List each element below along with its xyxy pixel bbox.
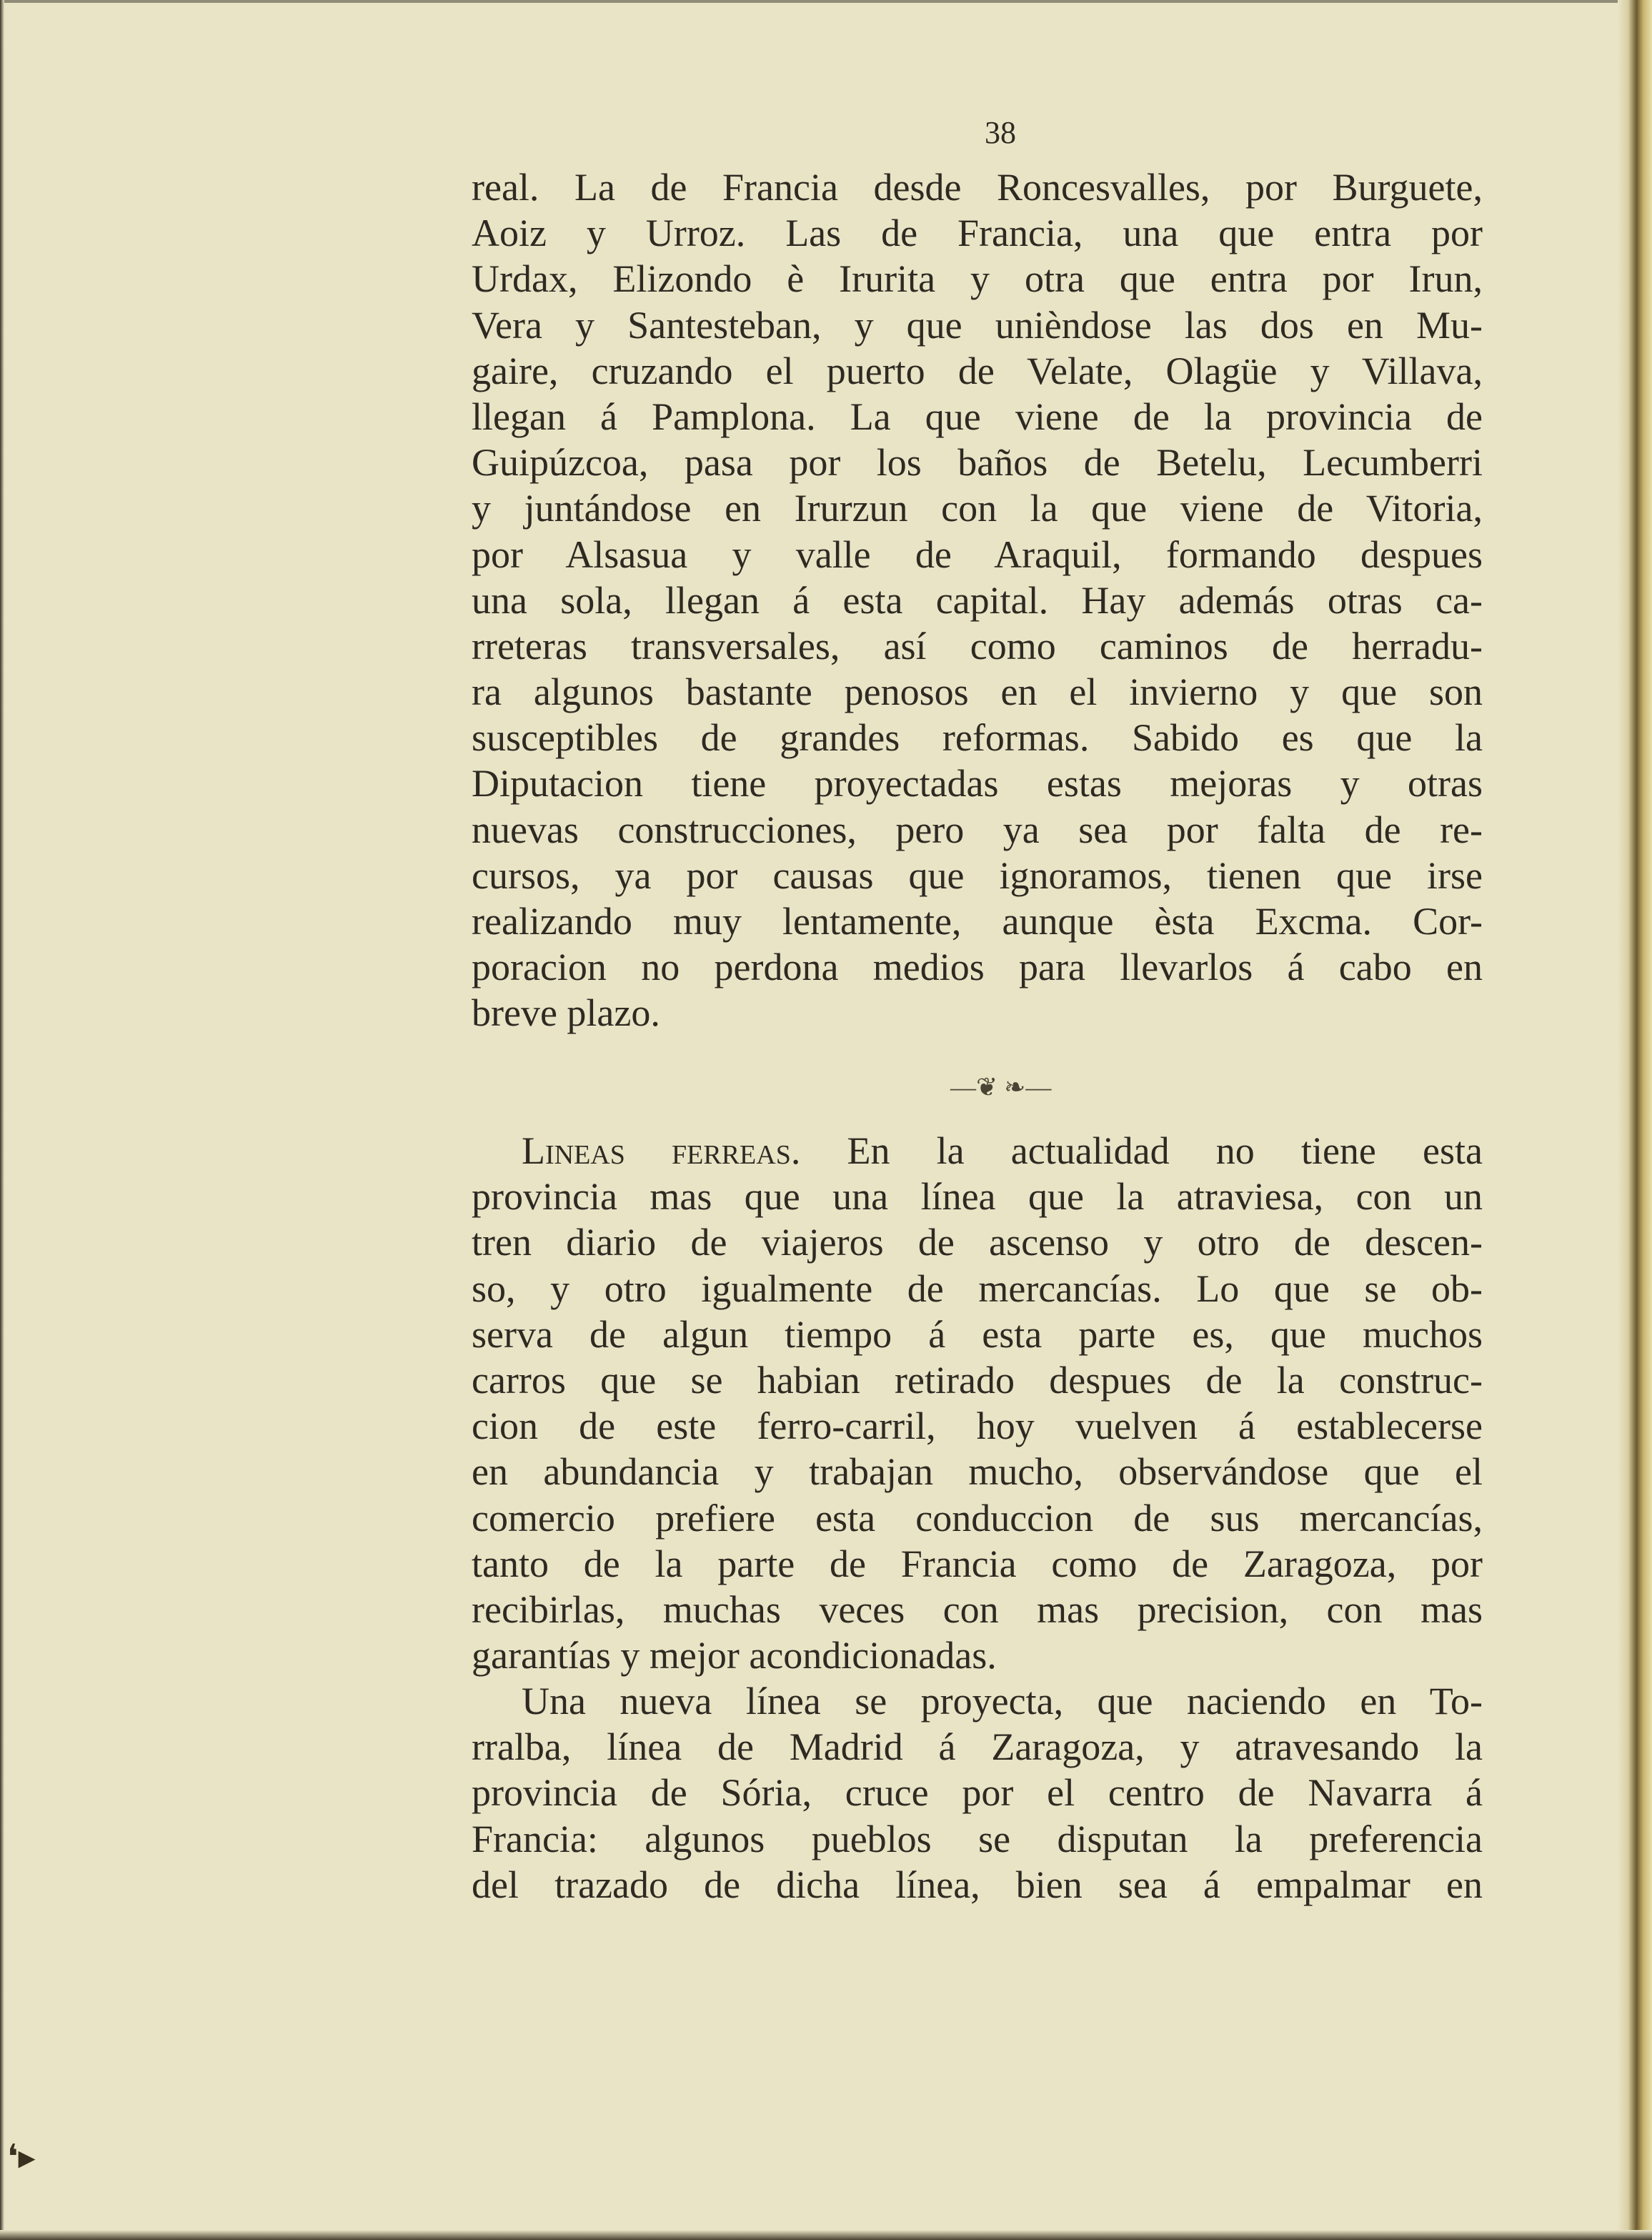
text-line: del trazado de dicha línea, bien sea á empalmar en: [472, 1863, 1483, 1906]
text-line: cursos, ya por causas que ignoramos, tienen que irse: [472, 853, 1483, 897]
text-line: una sola, llegan á esta capital. Hay además otras ca-: [472, 578, 1483, 622]
page-bottom-edge: [0, 2230, 1652, 2240]
text-line: serva de algun tiempo á esta parte es, que muchos: [472, 1312, 1483, 1356]
text-line: so, y otro igualmente de mercancías. Lo que se ob-: [472, 1267, 1483, 1310]
text-line: Aoiz y Urroz. Las de Francia, una que entra por: [472, 212, 1483, 255]
text-line: ra algunos bastante penosos en el invierno y que son: [472, 670, 1483, 714]
text-line: poracion no perdona medios para llevarlos á cabo en: [472, 946, 1483, 989]
section-heading: Lineas ferreas.: [522, 1129, 801, 1172]
paragraph-railways: [472, 1128, 1483, 1678]
text-line: Urdax, Elizondo è Irurita y otra que entra por Irun,: [472, 257, 1483, 301]
text-line: rralba, línea de Madrid á Zaragoza, y atravesando la: [472, 1725, 1483, 1769]
scan-margin-mark: ❛▸: [7, 2139, 36, 2176]
text-line: comercio prefiere esta conduccion de sus mercancías,: [472, 1496, 1483, 1540]
text-line: gaire, cruzando el puerto de Velate, Olagüe y Villava,: [472, 349, 1483, 392]
text-line: por Alsasua y valle de Araquil, formando despues: [472, 532, 1483, 576]
text-line: susceptibles de grandes reformas. Sabido es que la: [472, 716, 1483, 760]
text-line: Vera y Santesteban, y que unièndose las dos en Mu-: [472, 303, 1483, 347]
text-line: y juntándose en Irurzun con la que viene de Vitoria,: [472, 487, 1483, 530]
page-number: 38: [985, 115, 1016, 150]
text-line: real. La de Francia desde Roncesvalles, por Burguete,: [472, 166, 1483, 209]
text-line: tren diario de viajeros de ascenso y otro de descen-: [472, 1221, 1483, 1264]
paragraph-new-line: [472, 1678, 1483, 1908]
text-line: garantías y mejor acondicionadas.: [472, 1634, 997, 1677]
text-line: llegan á Pamplona. La que viene de la provincia de: [472, 395, 1483, 438]
text-line: en abundancia y trabajan mucho, observándose que el: [472, 1450, 1483, 1494]
text-line: Francia: algunos pueblos se disputan la preferencia: [472, 1817, 1483, 1860]
text-line: breve plazo.: [472, 991, 660, 1035]
text-line-rest: En la actualidad no tiene esta: [847, 1129, 1483, 1172]
text-line: provincia de Sória, cruce por el centro de Navarra á: [472, 1771, 1483, 1815]
text-line: recibirlas, muchas veces con mas precision, con mas: [472, 1587, 1483, 1631]
text-line: cion de este ferro-carril, hoy vuelven á establecerse: [472, 1404, 1483, 1448]
text-line: provincia mas que una línea que la atraviesa, con un: [472, 1175, 1483, 1219]
text-line: realizando muy lentamente, aunque èsta Excma. Cor-: [472, 900, 1483, 943]
text-line: tanto de la parte de Francia como de Zaragoza, por: [472, 1542, 1483, 1585]
text-line: rreteras transversales, así como caminos de herradu-: [472, 624, 1483, 668]
page-binding-edge: [1618, 0, 1652, 2240]
text-line: Diputacion tiene proyectadas estas mejoras y otras: [472, 762, 1483, 806]
text-line: nuevas construcciones, pero ya sea por falta de re-: [472, 808, 1483, 851]
paragraph-railways-body: [472, 1174, 1483, 1678]
paragraph-roads: [472, 164, 1483, 1036]
text-line: Una nueva línea se proyecta, que naciendo en To-: [522, 1680, 1483, 1723]
text-line: Guipúzcoa, pasa por los baños de Betelu, Lecumberri: [472, 441, 1483, 485]
section-divider-ornament: —❦ ❧—: [950, 1073, 1052, 1101]
text-line: [472, 1128, 1483, 1174]
text-line: carros que se habian retirado despues de la construc-: [472, 1358, 1483, 1402]
page-top-edge: [0, 0, 1652, 3]
page-left-edge: [0, 0, 4, 2240]
